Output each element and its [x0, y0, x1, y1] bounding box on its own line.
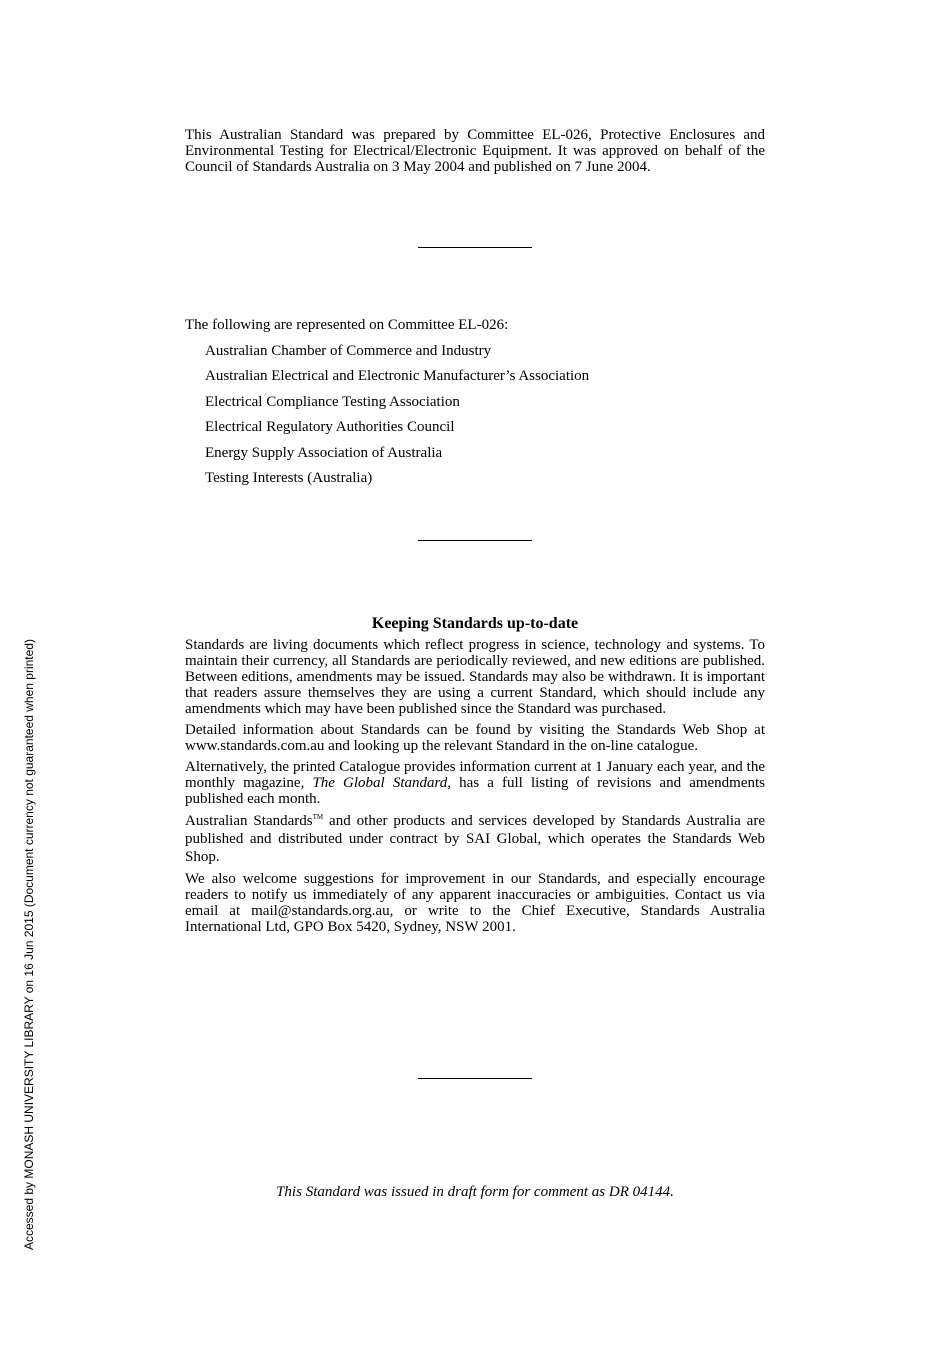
paragraph-catalogue: [185, 759, 765, 807]
paragraph-text: and other products and services developed by Standards Australia are published and distributed under contract by SAI Global, which operates the Standards Web Shop.: [185, 813, 765, 865]
committee-member: Electrical Compliance Testing Association: [205, 393, 460, 410]
section-divider: [418, 540, 532, 541]
paragraph-living-documents: Standards are living documents which reflect progress in science, technology and systems. To maintain their currency, all Standards are periodically reviewed, and new editions are published. Between editions, amendments may be issued. Standards may also be withdrawn. It is important that readers assure themselves they are using a current Standard, which should include any amendments which may have been published since the Standard was purchased.: [185, 637, 765, 717]
draft-note: This Standard was issued in draft form for comment as DR 04144.: [276, 1184, 674, 1200]
committee-representation: [185, 313, 765, 492]
paragraph-text: Australian Standards: [185, 813, 313, 829]
magazine-title: The Global Standard: [312, 775, 448, 791]
paragraph-suggestions: We also welcome suggestions for improvement in our Standards, and especially encourage readers to notify us immediately of any apparent inaccuracies or ambiguities. Contact us via email at mail@standards.org.au, or write to the Chief Executive, Standards Australia International Ltd, GPO Box 5420, Sydney, NSW 2001.: [185, 871, 765, 935]
preparation-statement: [185, 127, 765, 175]
trademark-mark: TM: [312, 813, 324, 821]
paragraph-web-shop: Detailed information about Standards can be found by visiting the Standards Web Shop at www.standards.com.au and looking up the relevant Standard in the on-line catalogue.: [185, 722, 765, 754]
committee-member: Australian Electrical and Electronic Manufacturer’s Association: [205, 368, 590, 384]
committee-member: Electrical Regulatory Authorities Council: [205, 419, 455, 435]
paragraph-sai-global: [185, 812, 765, 866]
committee-lead-text: The following are represented on Committee EL-026:: [185, 317, 509, 333]
preparation-statement-text: This Australian Standard was prepared by Committee EL-026, Protective Enclosures and Environmental Testing for Electrical/Electronic Equipment. It was approved on behalf of the Council of Standards Australia on 3 May 2004 and published on 7 June 2004.: [185, 127, 765, 175]
keeping-standards-section: [185, 614, 765, 940]
paragraph-text: , has a full listing of revisions and amendments published each month.: [185, 775, 766, 807]
access-watermark: Accessed by MONASH UNIVERSITY LIBRARY on 16 Jun 2015 (Document currency not guaranteed when printed): [22, 639, 36, 1250]
paragraph-text: Alternatively, the printed Catalogue provides information current at 1 January each year, and the monthly magazine,: [185, 759, 765, 791]
section-divider: [418, 1078, 532, 1079]
section-divider: [418, 247, 532, 248]
committee-member-list: [185, 339, 765, 492]
committee-member: Energy Supply Association of Australia: [205, 444, 443, 461]
committee-member: Australian Chamber of Commerce and Industry: [205, 342, 492, 359]
section-heading: Keeping Standards up-to-date: [371, 615, 579, 632]
committee-member: Testing Interests (Australia): [205, 470, 373, 486]
